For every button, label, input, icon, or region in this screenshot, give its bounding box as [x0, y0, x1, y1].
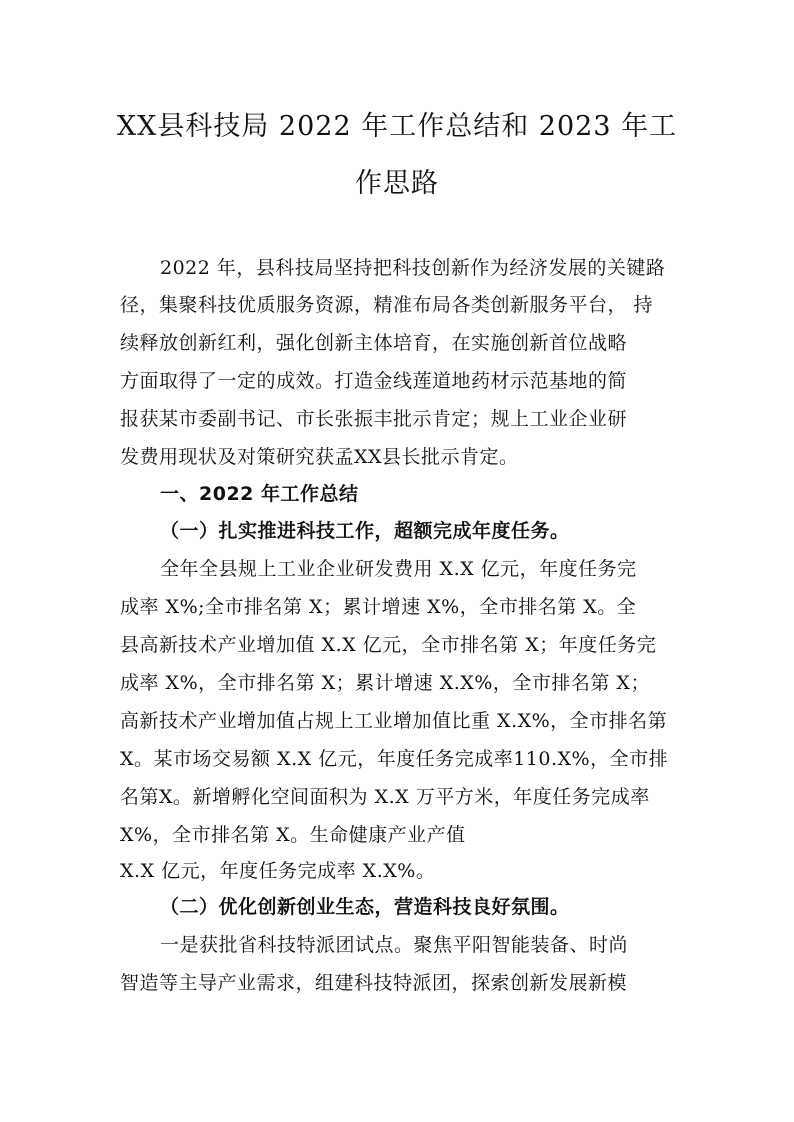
subsection-heading-2: （二）优化创新创业生态，营造科技良好氛围。: [160, 896, 570, 918]
subsection-heading-1: （一）扎实推进科技工作，超额完成年度任务。: [160, 520, 570, 542]
subsection-1-line: 全年全县规上工业企业研发费用 X.X 亿元，年度任务完: [160, 558, 637, 580]
subsection-1-line: X.X 亿元，年度任务完成率 X.X%。: [120, 860, 436, 882]
subsection-1-line: 成率 X%;全市排名第 X；累计增速 X%，全市排名第 X。全: [120, 596, 637, 618]
document-title-line-2: 作思路: [355, 168, 439, 199]
subsection-1-line: 成率 X%，全市排名第 X；累计增速 X.X%，全市排名第 X；: [120, 672, 650, 694]
intro-paragraph-line: 续释放创新红利，强化创新主体培育，在实施创新首位战略: [120, 332, 628, 354]
section-heading-summary: 一、2022 年工作总结: [160, 483, 359, 505]
subsection-2-line: 一是获批省科技特派团试点。聚焦平阳智能装备、时尚: [160, 934, 629, 956]
subsection-1-line: X%，全市排名第 X。生命健康产业产值: [120, 824, 466, 846]
subsection-1-line: 县高新技术产业增加值 X.X 亿元，全市排名第 X；年度任务完: [120, 634, 657, 656]
subsection-1-line: 高新技术产业增加值占规上工业增加值比重 X.X%，全市排名第: [120, 710, 668, 732]
intro-paragraph-line: 方面取得了一定的成效。打造金线莲道地药材示范基地的简: [120, 370, 628, 392]
intro-paragraph-line: 径，集聚科技优质服务资源，精准布局各类创新服务平台， 持: [120, 294, 654, 316]
subsection-1-line: X。某市场交易额 X.X 亿元，年度任务完成率110.X%，全市排: [120, 748, 669, 770]
document-title-line-1: XX县科技局 2022 年工作总结和 2023 年工: [116, 111, 678, 142]
intro-paragraph-line: 2022 年，县科技局坚持把科技创新作为经济发展的关键路: [160, 257, 666, 279]
subsection-1-line: 名第X。新增孵化空间面积为 X.X 万平方米，年度任务完成率: [120, 786, 650, 808]
subsection-2-line: 智造等主导产业需求，组建科技特派团，探索创新发展新模: [120, 972, 628, 994]
intro-paragraph-line: 报获某市委副书记、市长张振丰批示肯定；规上工业企业研: [120, 408, 628, 430]
intro-paragraph-line: 发费用现状及对策研究获孟XX县长批示肯定。: [120, 446, 519, 468]
